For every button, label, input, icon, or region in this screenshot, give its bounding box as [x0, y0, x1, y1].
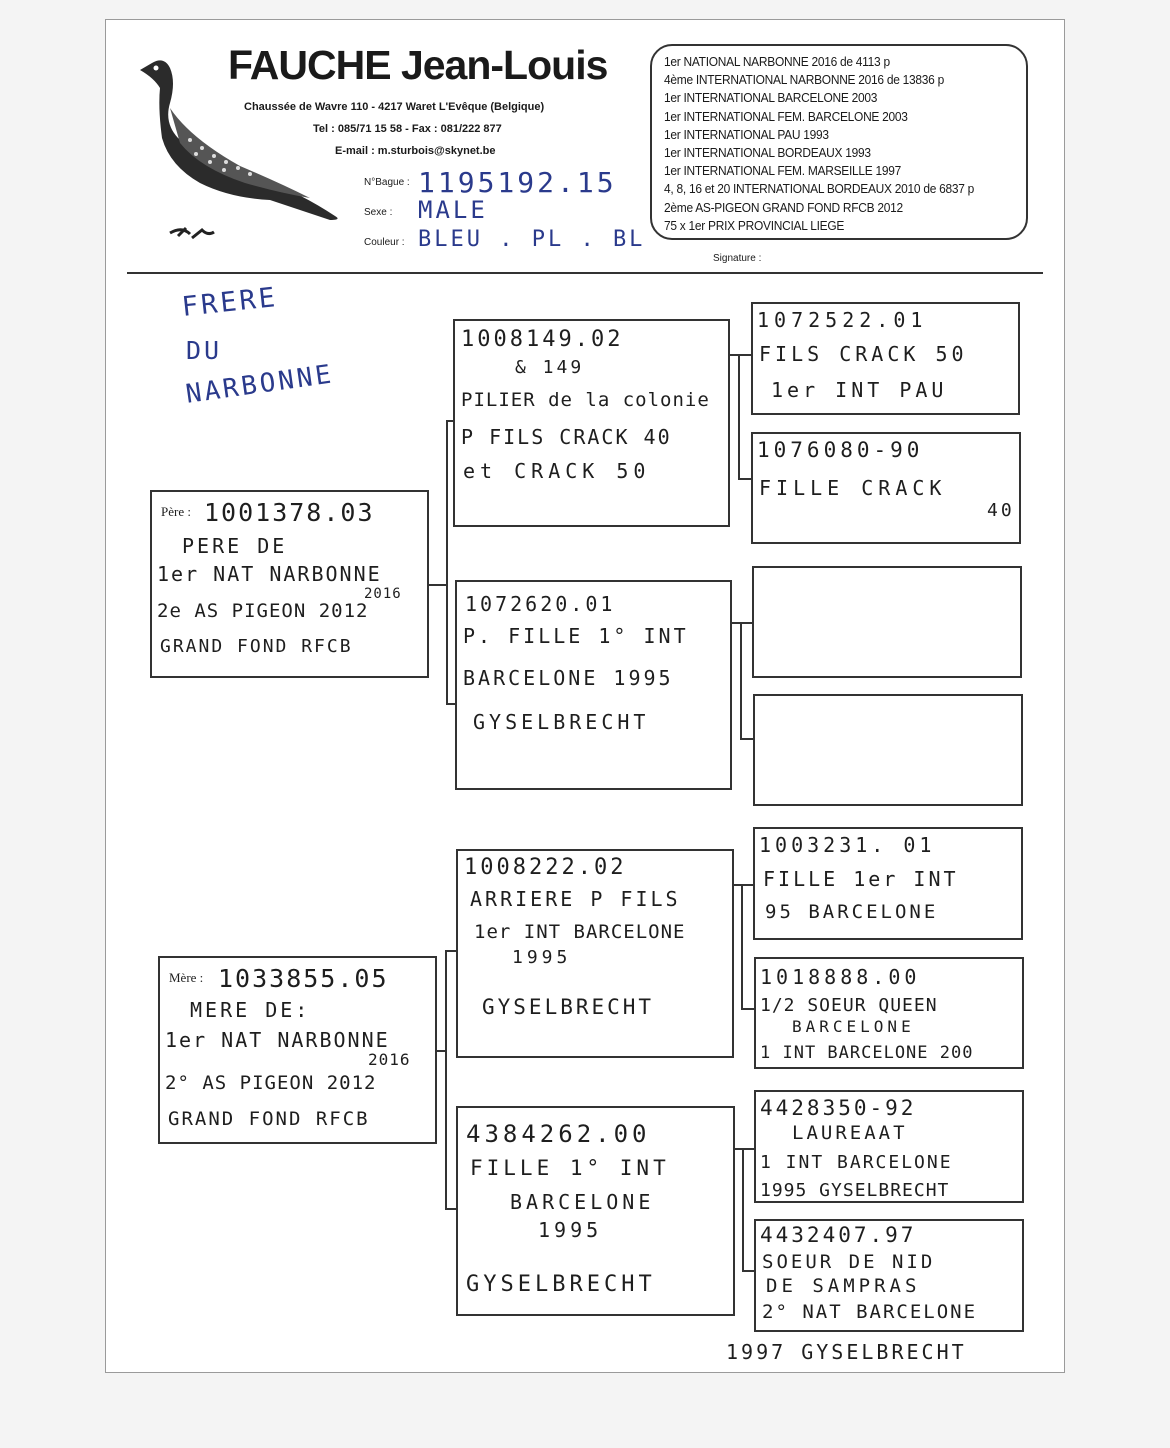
ancestor-box	[751, 302, 1020, 415]
ancestor-box-empty	[753, 694, 1023, 806]
signature-label: Signature :	[713, 253, 762, 264]
connector	[738, 354, 740, 480]
pedigree-line: FILLE 1° INT	[470, 1156, 670, 1180]
pedigree-line: 1 INT BARCELONE	[760, 1152, 953, 1173]
grandparent-box	[456, 849, 734, 1058]
dam-label: Mère :	[169, 970, 204, 985]
address: Chaussée de Wavre 110 - 4217 Waret L'Evêque (Belgique)	[244, 101, 545, 113]
pedigree-line: 1/2 SOEUR QUEEN	[760, 995, 938, 1016]
sire-box	[150, 490, 429, 678]
pedigree-line: 1er INT PAU	[771, 378, 948, 402]
dam-box	[158, 956, 437, 1144]
pedigree-line: DE SAMPRAS	[766, 1275, 921, 1297]
ring-number: 1076080-90	[757, 438, 924, 462]
grandparent-box	[456, 1106, 735, 1316]
pedigree-line: 1995	[512, 947, 572, 968]
dam-line: 2° AS PIGEON 2012	[165, 1072, 377, 1094]
ancestor-box	[753, 827, 1023, 940]
achievement-item: 75 x 1er PRIX PROVINCIAL LIEGE	[664, 217, 845, 233]
sex-value: MALE	[418, 196, 488, 224]
ring-number: 1072522.01	[757, 308, 928, 332]
pedigree-line: ARRIERE P FILS	[470, 887, 681, 911]
pedigree-line: PILIER de la colonie	[461, 389, 710, 411]
dam-line: GRAND FOND RFCB	[168, 1108, 370, 1130]
ring-number: 1003231. 01	[759, 833, 936, 857]
connector	[742, 1148, 744, 1272]
ancestor-box	[754, 957, 1024, 1069]
achievement-item: 1er INTERNATIONAL BARCELONE 2003	[664, 90, 878, 106]
pedigree-line: GYSELBRECHT	[466, 1272, 656, 1297]
pedigree-line: 1995 GYSELBRECHT	[760, 1180, 950, 1201]
achievement-item: 1er INTERNATIONAL BORDEAUX 1993	[664, 145, 871, 161]
ring-number: 1008222.02	[464, 855, 627, 880]
pedigree-line: GYSELBRECHT	[482, 995, 655, 1019]
sex-label: Sexe :	[364, 207, 393, 218]
ancestor-box-empty	[752, 566, 1022, 678]
dam-line: 1er NAT NARBONNE	[165, 1028, 390, 1052]
sire-line: GRAND FOND RFCB	[160, 636, 353, 657]
pedigree-line: 1er INT BARCELONE	[474, 921, 686, 943]
note-line: DU	[186, 336, 223, 365]
connector	[740, 622, 742, 740]
ring-number: 4432407.97	[760, 1223, 917, 1247]
ring-number: 4428350-92	[760, 1096, 917, 1120]
pedigree-line: & 149	[515, 357, 585, 378]
achievement-item: 1er NATIONAL NARBONNE 2016 de 4113 p	[664, 54, 890, 69]
sire-line: 2e AS PIGEON 2012	[157, 600, 369, 622]
connector	[740, 738, 753, 740]
achievement-item: 1er INTERNATIONAL PAU 1993	[664, 126, 829, 142]
note-line: FRERE	[180, 282, 280, 323]
dam-ring: 1033855.05	[218, 964, 389, 993]
pedigree-line: 1 INT BARCELONE 200	[760, 1043, 974, 1063]
phone-fax: Tel : 085/71 15 58 - Fax : 081/222 877	[313, 123, 502, 135]
pedigree-line: BARCELONE 1995	[463, 666, 674, 690]
connector	[738, 478, 752, 480]
color-label: Couleur :	[364, 237, 405, 248]
sire-label: Père :	[161, 504, 191, 519]
achievement-item: 4, 8, 16 et 20 INTERNATIONAL BORDEAUX 2010 de 6837 p	[664, 181, 975, 197]
sire-line: 1er NAT NARBONNE	[157, 562, 382, 586]
pedigree-line: LAUREAAT	[792, 1122, 908, 1144]
dam-line: 2016	[368, 1050, 411, 1069]
pedigree-line: FILLE CRACK	[759, 476, 947, 500]
pedigree-line: 40	[987, 500, 1015, 521]
sire-line: 2016	[364, 586, 402, 602]
ring-label: N°Bague :	[364, 177, 410, 188]
breeder-name: FAUCHE Jean-Louis	[228, 42, 608, 88]
pedigree-line: FILLE 1er INT	[763, 867, 959, 891]
pedigree-line: 1995	[538, 1218, 603, 1242]
connector	[445, 950, 447, 1210]
ring-number: 1008149.02	[461, 327, 624, 352]
ancestor-box	[754, 1219, 1024, 1332]
achievements-panel	[650, 44, 1028, 240]
email: E-mail : m.sturbois@skynet.be	[335, 145, 496, 157]
pedigree-line: et CRACK 50	[463, 459, 651, 483]
pedigree-line: BARCELONE	[792, 1017, 915, 1036]
pedigree-line: FILS CRACK 50	[759, 342, 968, 366]
sire-line: PERE DE	[182, 534, 288, 558]
note-line: NARBONNE	[183, 359, 336, 410]
grandparent-box	[453, 319, 730, 527]
achievement-item: 4ème INTERNATIONAL NARBONNE 2016 de 13836 p	[664, 72, 944, 88]
ancestor-box	[751, 432, 1021, 544]
pedigree-line: 2° NAT BARCELONE	[762, 1301, 978, 1323]
footer-note: 1997 GYSELBRECHT	[726, 1340, 967, 1364]
dam-line: MERE DE:	[190, 998, 311, 1022]
connector	[741, 1008, 755, 1010]
color-value: BLEU . PL . BL	[418, 227, 646, 252]
connector	[428, 584, 448, 586]
connector	[741, 884, 743, 1010]
pedigree-line: 95 BARCELONE	[765, 901, 939, 923]
pedigree-line: P FILS CRACK 40	[461, 425, 672, 449]
ancestor-box	[754, 1090, 1024, 1203]
sire-ring: 1001378.03	[204, 498, 375, 527]
ring-number: 1072620.01	[465, 592, 616, 616]
pedigree-line: SOEUR DE NID	[762, 1251, 936, 1273]
pedigree-line: GYSELBRECHT	[473, 710, 650, 734]
connector	[446, 420, 448, 705]
pedigree-line: BARCELONE	[510, 1190, 655, 1214]
achievement-item: 2ème AS-PIGEON GRAND FOND RFCB 2012	[664, 199, 903, 215]
connector	[738, 354, 752, 356]
header-divider	[127, 272, 1043, 274]
achievement-item: 1er INTERNATIONAL FEM. BARCELONE 2003	[664, 108, 908, 124]
achievement-item: 1er INTERNATIONAL FEM. MARSEILLE 1997	[664, 163, 902, 179]
pedigree-line: P. FILLE 1° INT	[463, 624, 689, 648]
ring-number: 4384262.00	[466, 1120, 651, 1148]
ring-value: 1195192.15	[418, 166, 617, 199]
grandparent-box	[455, 580, 732, 790]
ring-number: 1018888.00	[760, 965, 921, 989]
